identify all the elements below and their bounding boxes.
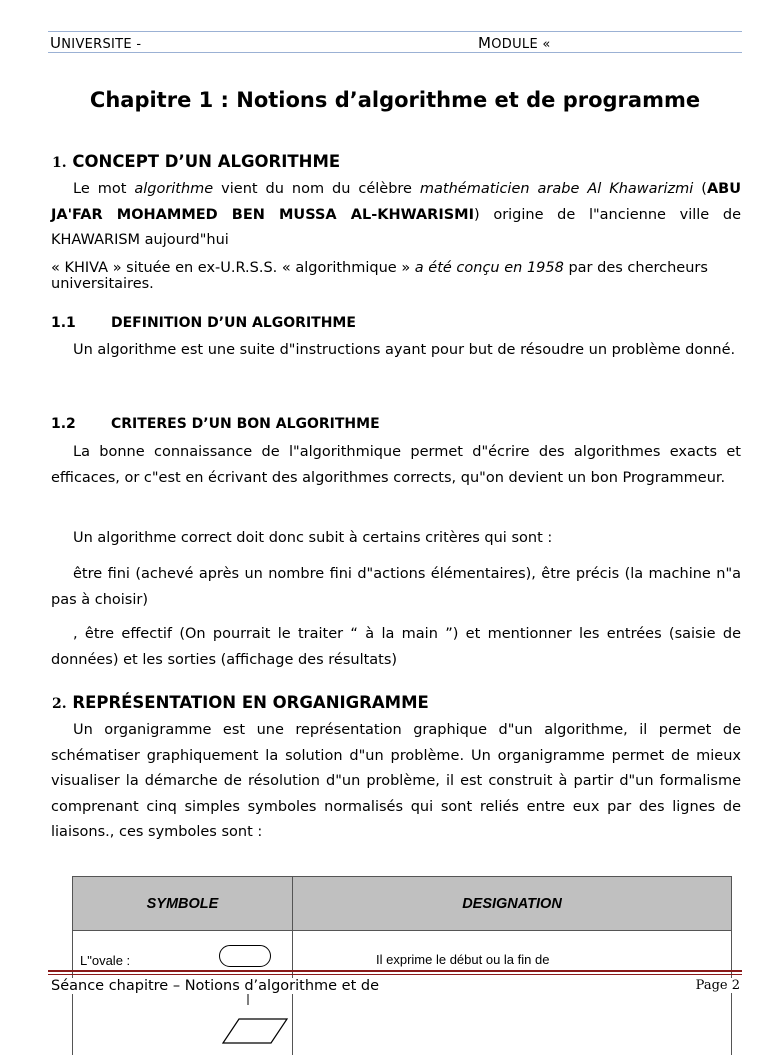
chapter-title: Chapitre 1 : Notions d’algorithme et de programme	[89, 88, 701, 112]
section-1-2-heading: 1.2 CRITERES D’UN BON ALGORITHME	[51, 416, 380, 432]
symbols-table	[72, 876, 732, 1055]
header-bottom-rule	[48, 52, 742, 53]
header-module: MODULE «	[478, 34, 551, 52]
section-1-1-text: Un algorithme est une suite d"instructions ayant pour but de résoudre un problème donné.	[73, 342, 736, 358]
section-1-heading: 1. CONCEPT D’UN ALGORITHME	[52, 152, 341, 171]
footer-rule	[48, 970, 742, 972]
footer-rule-thin	[48, 974, 742, 975]
section-1-2-paragraph-1: La bonne connaissance de l"algorithmique permet d"écrire des algorithmes exacts et efficaces, or c"est en écrivant des algorithmes corrects, qu"on devient un bon Programmeur.	[51, 444, 741, 486]
section-2-text: Un organigramme est une représentation graphique d"un algorithme, il permet de schématiser graphiquement la solution d"un problème. Un organigramme permet de mieux visualiser la démarche de résolution d"un problème, il est construit à partir d"un formalisme comprenant cinq simples symboles normalisés qui sont reliés entre eux par des lignes de liaisons., ces symboles sont :	[51, 722, 741, 840]
symbol-cell	[73, 993, 293, 1055]
header-top-rule	[48, 31, 742, 32]
section-2-heading: 2. REPRÉSENTATION EN ORGANIGRAMME	[52, 693, 429, 712]
section-1-paragraph-1: Le mot algorithme vient du nom du célèbre mathématicien arabe Al Khawarizmi (ABU JA'FAR MOHAMMED BEN MUSSA AL-KHWARISMI) origine de l"ancienne ville de KHAWARISM aujourd"hui	[51, 181, 741, 248]
footer-session: Séance chapitre – Notions d’algorithme et de	[51, 978, 383, 994]
table-header-designation: DESIGNATION	[293, 877, 732, 931]
oval-description: Il exprime le début ou la fin de	[376, 952, 550, 967]
header-university: UNIVERSITE -	[50, 34, 142, 52]
section-1-paragraph-2: « KHIVA » située en ex-U.R.S.S. « algorithmique » a été conçu en 1958 par des chercheurs universitaires.	[51, 260, 708, 292]
table-row	[73, 993, 732, 1055]
section-1-2-paragraph-3: être fini (achevé après un nombre fini d"actions élémentaires), être précis (la machine n"a pas à choisir)	[51, 566, 741, 608]
section-1-2-paragraph-4: , être effectif (On pourrait le traiter “ à la main ”) et mentionner les entrées (saisie de données) et les sorties (affichage des résultats)	[51, 626, 741, 668]
section-1-2-paragraph-2: Un algorithme correct doit donc subit à certains critères qui sont :	[73, 530, 553, 546]
oval-label: L"ovale :	[80, 953, 131, 968]
page-number: Page 2	[695, 978, 740, 993]
parallelogram-shape-icon	[203, 993, 293, 1053]
designation-cell	[293, 993, 732, 1055]
table-header-symbole: SYMBOLE	[73, 877, 293, 931]
section-1-1-heading: 1.1 DEFINITION D’UN ALGORITHME	[51, 315, 356, 331]
oval-shape-icon	[219, 945, 271, 967]
